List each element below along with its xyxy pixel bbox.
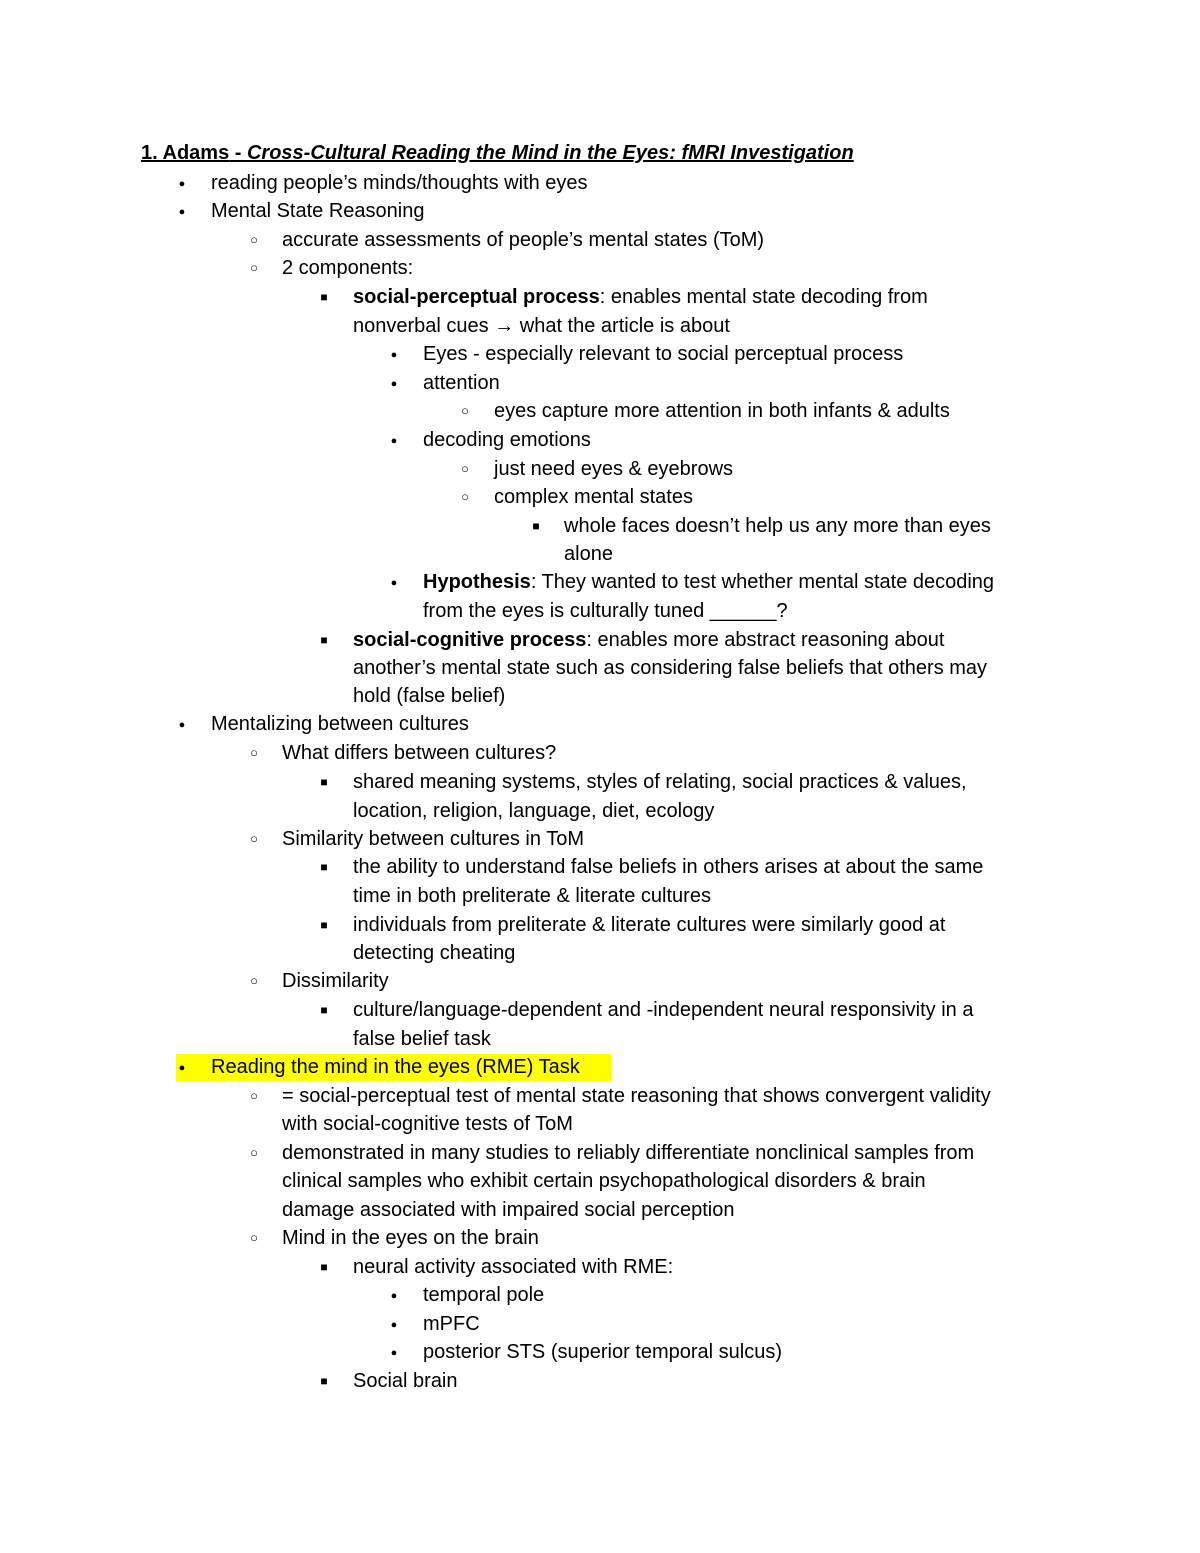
term-definition: : They wanted to test whether mental state decoding [530,571,995,593]
bullet-square-icon [314,996,334,1027]
bullet-square-icon [314,1253,334,1284]
list-item: temporal pole [423,1284,545,1306]
list-item-continuation: another’s mental state such as considering false beliefs that others may [353,657,988,679]
list-item: the ability to understand false beliefs in others arises at about the same [353,856,984,878]
list-item: Eyes - especially relevant to social perceptual process [423,343,904,365]
bullet-circle-icon [455,455,475,486]
bullet-circle-icon [244,1224,264,1255]
heading-separator: - [229,142,247,164]
list-item: accurate assessments of people’s mental states (ToM) [282,229,765,251]
term-bold: Hypothesis [423,571,531,593]
list-item: Social brain [353,1370,458,1392]
list-item: attention [423,372,500,394]
bullet-dot-icon [384,568,404,600]
term-bold: social-perceptual process [353,286,600,308]
list-item: Dissimilarity [282,970,389,992]
bullet-square-icon [526,512,546,543]
list-item: shared meaning systems, styles of relating, social practices & values, [353,771,967,793]
bullet-circle-icon [244,967,264,998]
bullet-dot-icon [384,1310,404,1342]
bullet-dot-icon [384,426,404,458]
list-item: Mental State Reasoning [211,200,425,222]
list-item: = social-perceptual test of mental state reasoning that shows convergent validity [282,1085,991,1107]
list-item-continuation: location, religion, language, diet, ecology [353,800,715,822]
list-item [423,568,994,597]
list-item [353,283,928,312]
term-definition: : enables mental state decoding from [599,286,928,308]
list-item: individuals from preliterate & literate cultures were similarly good at [353,914,946,936]
bullet-dot-icon [172,197,192,229]
list-item: whole faces doesn’t help us any more than eyes [564,515,991,537]
bullet-circle-icon [244,739,264,770]
list-item-continuation: with social-cognitive tests of ToM [282,1113,573,1135]
bullet-circle-icon [244,254,264,285]
list-item-continuation: damage associated with impaired social perception [282,1199,735,1221]
section-heading [141,139,854,168]
term-bold: social-cognitive process [353,629,587,651]
bullet-dot-icon [172,169,192,201]
bullet-square-icon [314,853,334,884]
list-item: 2 components: [282,257,414,279]
list-item-continuation: false belief task [353,1028,491,1050]
bullet-square-icon [314,626,334,657]
bullet-dot-icon [384,1338,404,1370]
bullet-square-icon [314,768,334,799]
bullet-circle-icon [244,1082,264,1113]
list-item-continuation: time in both preliterate & literate cultures [353,885,711,907]
list-item: Similarity between cultures in ToM [282,828,584,850]
list-item: Mind in the eyes on the brain [282,1227,539,1249]
list-item: complex mental states [494,486,693,508]
bullet-dot-icon [172,1053,192,1085]
bullet-circle-icon [455,397,475,428]
list-item-continuation: detecting cheating [353,942,516,964]
bullet-square-icon [314,283,334,314]
list-item: decoding emotions [423,429,591,451]
list-item: culture/language-dependent and -independent neural responsivity in a [353,999,974,1021]
list-item: reading people’s minds/thoughts with eyes [211,172,588,194]
list-item [353,626,944,655]
bullet-dot-icon [172,710,192,742]
heading-number: 1. [141,142,163,164]
term-definition: : enables more abstract reasoning about [586,629,945,651]
list-item-continuation: clinical samples who exhibit certain psychopathological disorders & brain [282,1170,926,1192]
heading-author: Adams [162,142,230,164]
list-item-continuation: hold (false belief) [353,685,506,707]
bullet-square-icon [314,1367,334,1398]
bullet-circle-icon [244,825,264,856]
list-item: mPFC [423,1313,480,1335]
heading-title: Cross-Cultural Reading the Mind in the Eyes: fMRI Investigation [246,142,854,164]
list-item: demonstrated in many studies to reliably differentiate nonclinical samples from [282,1142,975,1164]
list-item-continuation: nonverbal cues → what the article is about [353,315,730,337]
list-item: Mentalizing between cultures [211,713,469,735]
bullet-dot-icon [384,369,404,401]
list-item: eyes capture more attention in both infants & adults [494,400,950,422]
bullet-circle-icon [244,1139,264,1170]
bullet-circle-icon [244,226,264,257]
list-item-highlighted: Reading the mind in the eyes (RME) Task [211,1056,580,1078]
bullet-dot-icon [384,1281,404,1313]
list-item: posterior STS (superior temporal sulcus) [423,1341,783,1363]
list-item-continuation: from the eyes is culturally tuned ______? [423,600,788,622]
bullet-square-icon [314,911,334,942]
list-item: What differs between cultures? [282,742,557,764]
list-item-continuation: alone [564,543,613,565]
bullet-dot-icon [384,340,404,372]
bullet-circle-icon [455,483,475,514]
list-item: just need eyes & eyebrows [494,458,734,480]
list-item: neural activity associated with RME: [353,1256,674,1278]
